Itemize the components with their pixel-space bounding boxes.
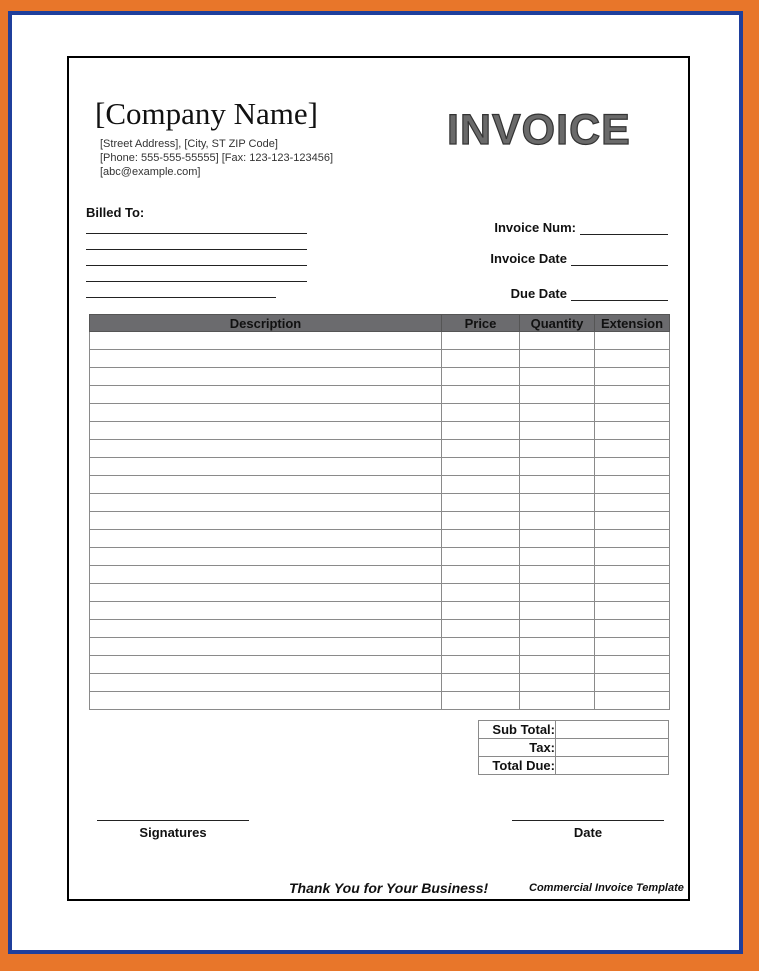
- description-cell[interactable]: [90, 584, 442, 602]
- description-cell[interactable]: [90, 458, 442, 476]
- extension-cell[interactable]: [595, 638, 670, 656]
- quantity-cell[interactable]: [520, 350, 595, 368]
- table-row: [90, 512, 670, 530]
- description-cell[interactable]: [90, 494, 442, 512]
- sub-total-value[interactable]: [556, 721, 669, 739]
- quantity-cell[interactable]: [520, 674, 595, 692]
- company-name: [Company Name]: [95, 96, 318, 131]
- extension-cell[interactable]: [595, 494, 670, 512]
- price-cell[interactable]: [442, 512, 520, 530]
- description-cell[interactable]: [90, 638, 442, 656]
- price-cell[interactable]: [442, 620, 520, 638]
- due-date-row: [511, 286, 668, 301]
- quantity-cell[interactable]: [520, 458, 595, 476]
- billed-to-line[interactable]: [86, 297, 276, 298]
- sub-total-label: Sub Total:: [479, 721, 556, 739]
- table-row: [90, 332, 670, 350]
- extension-cell[interactable]: [595, 368, 670, 386]
- price-cell[interactable]: [442, 692, 520, 710]
- invoice-num-label: Invoice Num:: [494, 220, 576, 235]
- extension-cell[interactable]: [595, 602, 670, 620]
- table-row: [90, 692, 670, 710]
- price-cell[interactable]: [442, 494, 520, 512]
- extension-cell[interactable]: [595, 404, 670, 422]
- table-row: [90, 548, 670, 566]
- description-cell[interactable]: [90, 386, 442, 404]
- table-row: [90, 368, 670, 386]
- thank-you-note: Thank You for Your Business!: [289, 880, 489, 896]
- invoice-page: [67, 56, 690, 901]
- quantity-cell[interactable]: [520, 332, 595, 350]
- extension-cell[interactable]: [595, 530, 670, 548]
- description-cell[interactable]: [90, 440, 442, 458]
- invoice-date-field[interactable]: [571, 253, 668, 266]
- quantity-cell[interactable]: [520, 494, 595, 512]
- table-row: [90, 602, 670, 620]
- description-cell[interactable]: [90, 566, 442, 584]
- price-cell[interactable]: [442, 350, 520, 368]
- description-cell[interactable]: [90, 404, 442, 422]
- billed-to-line[interactable]: [86, 281, 307, 282]
- description-cell[interactable]: [90, 530, 442, 548]
- line-items-body: [90, 332, 670, 710]
- template-note: Commercial Invoice Template: [529, 882, 684, 894]
- description-cell[interactable]: [90, 656, 442, 674]
- date-label: Date: [573, 825, 603, 840]
- invoice-date-row: [490, 251, 668, 266]
- total-due-label: Total Due:: [479, 757, 556, 775]
- billed-to-line[interactable]: [86, 249, 307, 250]
- extension-cell[interactable]: [595, 458, 670, 476]
- price-cell[interactable]: [442, 530, 520, 548]
- company-address: [Street Address], [City, ST ZIP Code]: [100, 138, 278, 150]
- quantity-cell[interactable]: [520, 476, 595, 494]
- tax-label: Tax:: [479, 739, 556, 757]
- quantity-cell[interactable]: [520, 404, 595, 422]
- date-line[interactable]: [512, 820, 664, 821]
- extension-cell[interactable]: [595, 422, 670, 440]
- quantity-cell[interactable]: [520, 368, 595, 386]
- table-row: [90, 620, 670, 638]
- extension-cell[interactable]: [595, 548, 670, 566]
- due-date-field[interactable]: [571, 288, 668, 301]
- tax-row: [479, 739, 669, 757]
- due-date-label: Due Date: [510, 286, 567, 301]
- extension-cell[interactable]: [595, 566, 670, 584]
- signatures-label: Signatures: [139, 825, 207, 840]
- line-items-table: [89, 314, 670, 710]
- invoice-num-field[interactable]: [580, 222, 668, 235]
- extension-cell[interactable]: [595, 386, 670, 404]
- table-row: [90, 674, 670, 692]
- billed-to-label: Billed To:: [86, 205, 145, 220]
- signature-line[interactable]: [97, 820, 249, 821]
- quantity-cell[interactable]: [520, 548, 595, 566]
- price-cell[interactable]: [442, 584, 520, 602]
- price-cell[interactable]: [442, 422, 520, 440]
- table-row: [90, 494, 670, 512]
- totals-table: [478, 720, 669, 775]
- description-cell[interactable]: [90, 422, 442, 440]
- description-cell[interactable]: [90, 692, 442, 710]
- billed-to-line[interactable]: [86, 233, 307, 234]
- table-row: [90, 440, 670, 458]
- extension-cell[interactable]: [595, 584, 670, 602]
- extension-cell[interactable]: [595, 440, 670, 458]
- description-cell[interactable]: [90, 350, 442, 368]
- extension-cell[interactable]: [595, 350, 670, 368]
- table-row: [90, 422, 670, 440]
- description-cell[interactable]: [90, 674, 442, 692]
- table-row: [90, 458, 670, 476]
- table-row: [90, 350, 670, 368]
- price-cell[interactable]: [442, 404, 520, 422]
- column-header-description: Description: [90, 315, 442, 332]
- invoice-date-label: Invoice Date: [490, 251, 567, 266]
- extension-cell[interactable]: [595, 620, 670, 638]
- extension-cell[interactable]: [595, 692, 670, 710]
- price-cell[interactable]: [442, 458, 520, 476]
- quantity-cell[interactable]: [520, 530, 595, 548]
- quantity-cell[interactable]: [520, 638, 595, 656]
- extension-cell[interactable]: [595, 512, 670, 530]
- quantity-cell[interactable]: [520, 566, 595, 584]
- table-row: [90, 638, 670, 656]
- table-row: [90, 404, 670, 422]
- price-cell[interactable]: [442, 440, 520, 458]
- sub-total-row: [479, 721, 669, 739]
- column-header-price: Price: [442, 315, 520, 332]
- extension-cell[interactable]: [595, 476, 670, 494]
- quantity-cell[interactable]: [520, 602, 595, 620]
- table-row: [90, 476, 670, 494]
- description-cell[interactable]: [90, 602, 442, 620]
- invoice-num-row: [494, 220, 668, 235]
- price-cell[interactable]: [442, 638, 520, 656]
- price-cell[interactable]: [442, 368, 520, 386]
- quantity-cell[interactable]: [520, 656, 595, 674]
- quantity-cell[interactable]: [520, 620, 595, 638]
- price-cell[interactable]: [442, 548, 520, 566]
- company-details: [100, 137, 333, 179]
- invoice-title: INVOICE: [447, 106, 631, 154]
- table-row: [90, 656, 670, 674]
- price-cell[interactable]: [442, 476, 520, 494]
- column-header-extension: Extension: [595, 315, 670, 332]
- extension-cell[interactable]: [595, 656, 670, 674]
- billed-to-line[interactable]: [86, 265, 307, 266]
- quantity-cell[interactable]: [520, 692, 595, 710]
- total-due-value[interactable]: [556, 757, 669, 775]
- extension-cell[interactable]: [595, 332, 670, 350]
- table-row: [90, 386, 670, 404]
- company-email: [abc@example.com]: [100, 166, 201, 178]
- description-cell[interactable]: [90, 476, 442, 494]
- quantity-cell[interactable]: [520, 512, 595, 530]
- price-cell[interactable]: [442, 332, 520, 350]
- quantity-cell[interactable]: [520, 440, 595, 458]
- price-cell[interactable]: [442, 656, 520, 674]
- column-header-quantity: Quantity: [520, 315, 595, 332]
- description-cell[interactable]: [90, 620, 442, 638]
- description-cell[interactable]: [90, 512, 442, 530]
- table-row: [90, 584, 670, 602]
- description-cell[interactable]: [90, 368, 442, 386]
- description-cell[interactable]: [90, 548, 442, 566]
- price-cell[interactable]: [442, 602, 520, 620]
- price-cell[interactable]: [442, 674, 520, 692]
- table-header-row: [90, 315, 670, 332]
- quantity-cell[interactable]: [520, 584, 595, 602]
- company-phone-fax: [Phone: 555-555-55555] [Fax: 123-123-123456]: [100, 152, 334, 164]
- price-cell[interactable]: [442, 386, 520, 404]
- total-due-row: [479, 757, 669, 775]
- price-cell[interactable]: [442, 566, 520, 584]
- table-row: [90, 530, 670, 548]
- description-cell[interactable]: [90, 332, 442, 350]
- quantity-cell[interactable]: [520, 386, 595, 404]
- quantity-cell[interactable]: [520, 422, 595, 440]
- extension-cell[interactable]: [595, 674, 670, 692]
- table-row: [90, 566, 670, 584]
- tax-value[interactable]: [556, 739, 669, 757]
